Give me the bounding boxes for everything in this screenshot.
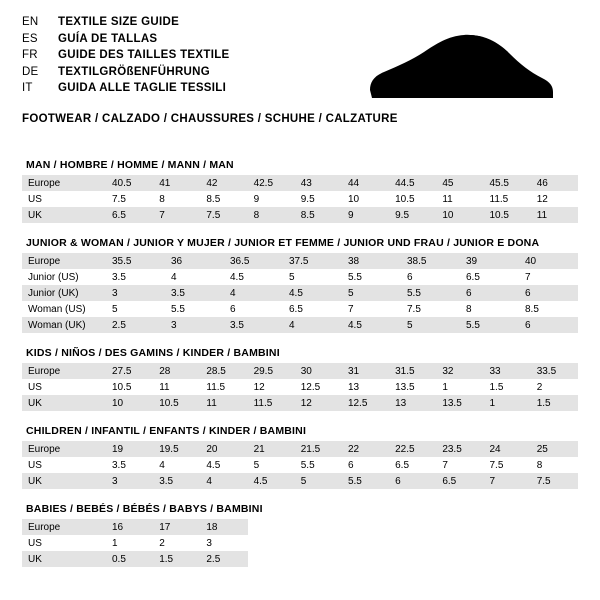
cell-empty xyxy=(248,535,295,551)
cell: 7 xyxy=(442,459,448,471)
size-table xyxy=(22,175,578,223)
cell: 7.5 xyxy=(407,303,421,315)
section-kids xyxy=(22,347,578,411)
cell-empty xyxy=(484,535,531,551)
language-title: GUIDE DES TAILLES TEXTILE xyxy=(58,49,230,61)
cell: 33.5 xyxy=(531,363,578,379)
cell: 18 xyxy=(200,519,247,535)
cell: 6 xyxy=(347,459,354,471)
size-table xyxy=(22,441,578,489)
cell: 35.5 xyxy=(106,253,165,269)
cell: 11 xyxy=(200,395,247,411)
cell: 25 xyxy=(531,441,578,457)
cell: 6 xyxy=(407,271,413,283)
row-label: Junior (UK) xyxy=(22,285,106,301)
table-row xyxy=(22,285,578,301)
table-row xyxy=(22,317,578,333)
section-babies xyxy=(22,503,578,567)
cell-empty xyxy=(436,519,483,535)
cell: 3 xyxy=(106,473,153,489)
cell: 5.5 xyxy=(460,317,519,333)
cell: 44.5 xyxy=(389,175,436,191)
cell: 4.5 xyxy=(230,271,244,283)
cell: 12.5 xyxy=(342,395,389,411)
cell: 5 xyxy=(253,459,260,471)
cell: 2 xyxy=(159,537,165,549)
cell: 3.5 xyxy=(112,271,126,283)
cell: 7.5 xyxy=(531,473,578,489)
cell: 7.5 xyxy=(112,193,126,205)
table-row xyxy=(22,441,578,457)
section-title: MAN / HOMBRE / HOMME / MANN / MAN xyxy=(26,159,234,171)
cell: 45 xyxy=(436,175,483,191)
language-row xyxy=(22,49,352,66)
cell: 28.5 xyxy=(200,363,247,379)
cell: 6 xyxy=(230,303,236,315)
cell: 8 xyxy=(248,207,295,223)
category-heading: FOOTWEAR / CALZADO / CHAUSSURES / SCHUHE / CALZATURE xyxy=(22,113,398,125)
row-label: Europe xyxy=(22,253,106,269)
cell-empty xyxy=(436,535,483,551)
cell-empty xyxy=(342,551,389,567)
row-label: Europe xyxy=(22,441,106,457)
cell: 9 xyxy=(253,193,260,205)
cell: 5.5 xyxy=(401,285,460,301)
cell: 7 xyxy=(484,473,531,489)
cell: 24 xyxy=(484,441,531,457)
cell: 3.5 xyxy=(165,285,224,301)
language-row xyxy=(22,82,352,99)
cell: 6.5 xyxy=(436,473,483,489)
cell: 20 xyxy=(200,441,247,457)
row-label: UK xyxy=(22,207,106,223)
cell: 9.5 xyxy=(300,193,315,205)
cell-empty xyxy=(484,519,531,535)
cell: 22.5 xyxy=(389,441,436,457)
cell: 6.5 xyxy=(289,303,303,315)
row-label: UK xyxy=(22,551,106,567)
section-title: KIDS / NIÑOS / DES GAMINS / KINDER / BAMBINI xyxy=(26,347,280,359)
cell: 4.5 xyxy=(248,473,295,489)
cell: 1.5 xyxy=(153,551,200,567)
row-label: US xyxy=(28,459,42,471)
cell: 8 xyxy=(536,459,543,471)
cell: 13 xyxy=(389,395,436,411)
row-label: Woman (UK) xyxy=(22,317,106,333)
row-label: UK xyxy=(22,473,106,489)
row-label: Woman (US) xyxy=(28,303,86,315)
size-table xyxy=(22,519,578,567)
cell: 3 xyxy=(165,317,224,333)
row-label: US xyxy=(28,381,42,393)
cell: 5 xyxy=(342,285,401,301)
row-label: Europe xyxy=(22,363,106,379)
cell: 6 xyxy=(460,285,519,301)
cell: 19.5 xyxy=(153,441,200,457)
table-row xyxy=(22,519,578,535)
cell: 5 xyxy=(112,303,118,315)
size-sections xyxy=(22,159,578,567)
cell: 6.5 xyxy=(106,207,153,223)
section-title: CHILDREN / INFANTIL / ENFANTS / KINDER / BAMBINI xyxy=(26,425,307,437)
table-row xyxy=(22,395,578,411)
cell: 7 xyxy=(348,303,354,315)
cell: 11.5 xyxy=(489,193,509,205)
section-man xyxy=(22,159,578,223)
cell: 31 xyxy=(342,363,389,379)
cell: 45.5 xyxy=(484,175,531,191)
cell-empty xyxy=(248,519,295,535)
cell: 8.5 xyxy=(525,303,539,315)
row-label: US xyxy=(28,537,42,549)
size-table xyxy=(22,363,578,411)
cell: 6.5 xyxy=(395,459,410,471)
cell: 43 xyxy=(295,175,342,191)
table-row xyxy=(22,363,578,379)
cell: 5 xyxy=(295,473,342,489)
language-code: EN xyxy=(22,16,39,28)
cell: 5.5 xyxy=(342,473,389,489)
cell-empty xyxy=(295,551,342,567)
cell: 8.5 xyxy=(295,207,342,223)
cell: 5.5 xyxy=(348,271,362,283)
language-row xyxy=(22,16,352,33)
cell: 7.5 xyxy=(489,459,504,471)
cell: 6 xyxy=(519,285,578,301)
cell: 22 xyxy=(342,441,389,457)
cell: 10.5 xyxy=(395,193,415,205)
cell: 4 xyxy=(200,473,247,489)
cell: 13.5 xyxy=(395,381,415,393)
cell-empty xyxy=(295,535,342,551)
section-title: JUNIOR & WOMAN / JUNIOR Y MUJER / JUNIOR ET FEMME / JUNIOR UND FRAU / JUNIOR E DONA xyxy=(26,237,540,249)
row-label: Europe xyxy=(22,519,106,535)
row-label: US xyxy=(28,193,42,205)
language-title-list xyxy=(22,16,352,99)
cell: 10.5 xyxy=(484,207,531,223)
cell: 16 xyxy=(106,519,153,535)
cell: 4 xyxy=(171,271,177,283)
cell: 8.5 xyxy=(206,193,221,205)
cell: 4 xyxy=(283,317,342,333)
cell: 46 xyxy=(531,175,578,191)
cell: 10 xyxy=(347,193,360,205)
row-label: UK xyxy=(22,395,106,411)
cell: 7 xyxy=(525,271,531,283)
table-row xyxy=(22,457,578,473)
cell-empty xyxy=(389,519,436,535)
cell-empty xyxy=(484,551,531,567)
cell: 4 xyxy=(224,285,283,301)
cell: 11.5 xyxy=(248,395,295,411)
cell: 6 xyxy=(519,317,578,333)
table-row xyxy=(22,175,578,191)
cell: 5.5 xyxy=(171,303,185,315)
cell: 1 xyxy=(112,537,118,549)
cell: 28 xyxy=(153,363,200,379)
cell: 7.5 xyxy=(200,207,247,223)
table-row xyxy=(22,301,578,317)
language-title: GUÍA DE TALLAS xyxy=(58,32,158,45)
cell: 38.5 xyxy=(401,253,460,269)
cell: 11 xyxy=(531,207,578,223)
language-code: IT xyxy=(22,82,33,94)
table-row xyxy=(22,253,578,269)
language-code: FR xyxy=(22,49,38,61)
language-title: TEXTILE SIZE GUIDE xyxy=(58,16,180,28)
cell: 37.5 xyxy=(283,253,342,269)
language-code: ES xyxy=(22,32,38,45)
cell: 3 xyxy=(206,537,212,549)
language-row xyxy=(22,33,352,50)
cell: 5 xyxy=(401,317,460,333)
cell: 17 xyxy=(153,519,200,535)
cell: 4.5 xyxy=(342,317,401,333)
cell: 12.5 xyxy=(300,381,321,393)
table-row xyxy=(22,473,578,489)
section-title: BABIES / BEBÉS / BÉBÉS / BABYS / BAMBINI xyxy=(26,503,263,515)
table-row xyxy=(22,269,578,285)
cell: 38 xyxy=(342,253,401,269)
cell: 36.5 xyxy=(224,253,283,269)
cell: 9 xyxy=(342,207,389,223)
cell: 10.5 xyxy=(153,395,200,411)
cell-empty xyxy=(342,519,389,535)
cell: 3.5 xyxy=(224,317,283,333)
cell: 32 xyxy=(436,363,483,379)
cell: 19 xyxy=(106,441,153,457)
cell: 40 xyxy=(519,253,578,269)
cell: 11 xyxy=(442,193,453,205)
cell-empty xyxy=(295,519,342,535)
cell: 1.5 xyxy=(531,395,578,411)
cell: 4 xyxy=(159,459,165,471)
cell: 41 xyxy=(153,175,200,191)
cell-empty xyxy=(389,535,436,551)
cell: 2.5 xyxy=(106,317,165,333)
cell: 23.5 xyxy=(436,441,483,457)
size-table xyxy=(22,253,578,333)
cell: 27.5 xyxy=(106,363,153,379)
cell-empty xyxy=(436,551,483,567)
cell: 39 xyxy=(460,253,519,269)
cell: 12 xyxy=(295,395,342,411)
cell-empty xyxy=(531,551,578,567)
cell: 33 xyxy=(484,363,531,379)
cell: 6.5 xyxy=(466,271,480,283)
cell: 9.5 xyxy=(389,207,436,223)
cell-empty xyxy=(531,535,578,551)
language-title: TEXTILGRÖßENFÜHRUNG xyxy=(58,65,210,78)
table-row xyxy=(22,535,578,551)
table-row xyxy=(22,191,578,207)
cell: 10.5 xyxy=(112,381,132,393)
cell: 10 xyxy=(106,395,153,411)
cell: 12 xyxy=(536,193,548,205)
table-row xyxy=(22,551,578,567)
document-header xyxy=(22,16,578,108)
cell-empty xyxy=(389,551,436,567)
cell: 8 xyxy=(466,303,472,315)
cell: 44 xyxy=(342,175,389,191)
cell-empty xyxy=(531,519,578,535)
table-row xyxy=(22,207,578,223)
section-junior-woman xyxy=(22,237,578,333)
cell: 1.5 xyxy=(489,381,504,393)
cell-empty xyxy=(342,535,389,551)
cell: 36 xyxy=(165,253,224,269)
language-title: GUIDA ALLE TAGLIE TESSILI xyxy=(58,82,227,94)
cell: 11.5 xyxy=(206,381,226,393)
cell: 29.5 xyxy=(248,363,295,379)
cell: 5 xyxy=(289,271,295,283)
cell: 31.5 xyxy=(389,363,436,379)
cell: 12 xyxy=(253,381,265,393)
cell: 1 xyxy=(442,381,448,393)
cell: 2.5 xyxy=(200,551,247,567)
cell: 1 xyxy=(484,395,531,411)
cell: 0.5 xyxy=(106,551,153,567)
cell: 40.5 xyxy=(106,175,153,191)
section-children xyxy=(22,425,578,489)
cell: 13.5 xyxy=(436,395,483,411)
cell: 5.5 xyxy=(300,459,315,471)
cell: 8 xyxy=(159,193,165,205)
dress-shoe-icon xyxy=(364,32,554,102)
cell: 4.5 xyxy=(283,285,342,301)
cell: 21.5 xyxy=(295,441,342,457)
cell: 13 xyxy=(347,381,360,393)
cell: 11 xyxy=(159,381,170,393)
cell: 7 xyxy=(153,207,200,223)
cell: 3.5 xyxy=(153,473,200,489)
cell: 42 xyxy=(200,175,247,191)
cell: 2 xyxy=(536,381,543,393)
cell: 10 xyxy=(436,207,483,223)
language-row xyxy=(22,66,352,83)
cell: 42.5 xyxy=(248,175,295,191)
row-label: Europe xyxy=(22,175,106,191)
language-code: DE xyxy=(22,65,39,78)
cell-empty xyxy=(248,551,295,567)
cell: 3.5 xyxy=(112,459,126,471)
cell: 6 xyxy=(389,473,436,489)
cell: 30 xyxy=(295,363,342,379)
cell: 4.5 xyxy=(206,459,221,471)
cell: 3 xyxy=(106,285,165,301)
cell: 21 xyxy=(248,441,295,457)
table-row xyxy=(22,379,578,395)
row-label: Junior (US) xyxy=(28,271,79,283)
